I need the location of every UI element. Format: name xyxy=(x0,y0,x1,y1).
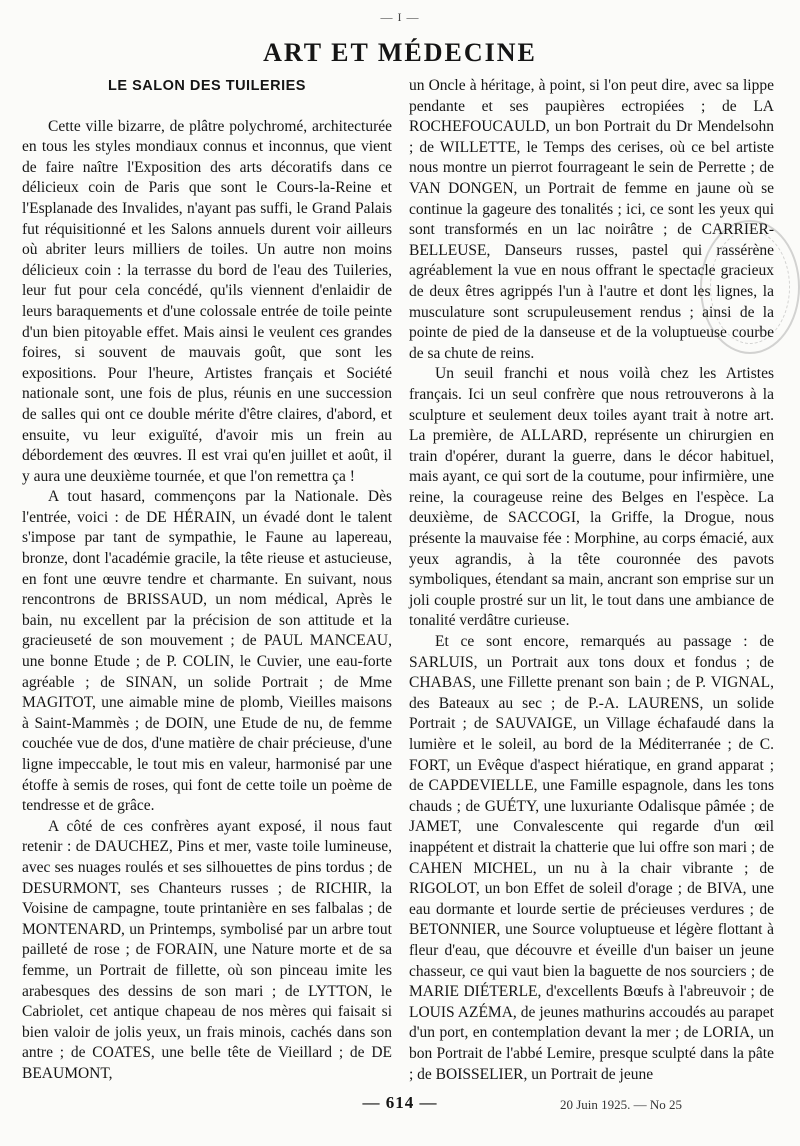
left-paragraph-2: A tout hasard, commençons par la Nationale. Dès l'entrée, voici : de DE HÉRAIN, un évadé dont le talent s'impose par tant de sympathie, le Faune au lapereau, bronze, dont l'académie gracile, la tête rieuse et astucieuse, en font une œuvre tendre et charmante. En suivant, nous rencontrons de BRISSAUD, un nom médical, Après le bain, nu excellent par la précision de son attitude et la gracieuseté de son mouvement ; de PAUL MANCEAU, une bonne Etude ; de P. COLIN, le Cuvier, une eau-forte agréable ; de SINAN, un solide Portrait ; de Mme MAGITOT, une aimable mine de plomb, Vieilles maisons à Saint-Mammès ; de DOIN, une Etude de nu, de femme couchée vue de dos, d'une matière de chair précieuse, d'une ligne impeccable, le tout mis en valeur, harmonisé par une étoffe à semis de roses, qui font de cette toile un poème de tendresse et de grâce. xyxy=(22,488,392,815)
section-title: LE SALON DES TUILERIES xyxy=(108,78,306,94)
page-number: — 614 — xyxy=(362,1093,438,1112)
right-paragraph-2: Un seuil franchi et nous voilà chez les Artistes français. Ici un seul confrère que nous retrouverons à la sculpture et seulement deux toiles ayant trait à notre art. La première, de ALLARD, représente un chirurgien en train d'opérer, durant la guerre, dans le décor habituel, mais ayant, ce qui sort de la coutume, pour infirmière, une reine, la courageuse reine des Belges en l'espèce. La deuxième, de SACCOGI, la Griffe, la Drogue, nous présente la mauvaise fée : Morphine, au corps émacié, aux yeux agrandis, à la tête couronnée des pavots symboliques, étendant sa main, ancrant son emprise sur un joli couple prostré sur un lit, le tout dans une ambiance de tonalité verdâtre curieuse. xyxy=(409,365,774,630)
right-paragraph-1: un Oncle à héritage, à point, si l'on peut dire, avec sa lippe pendante et ses paupières ectropiées ; de LA ROCHEFOUCAULD, un bon Portrait du Dr Mendelsohn ; de WILLETTE, le Temps des cerises, où ce bel artiste nous montre un pierrot fourrageant le sein de Perrette ; de VAN DONGEN, un Portrait de femme en jaune où se continue la gageure des tonalités ; ici, ce sont les yeux qui sont transformés en un lac noirâtre ; de CARRIER-BELLEUSE, Danseurs russes, pastel qui rassérène agréablement la vue en nous offrant le spectacle gracieux de deux êtres agrippés l'un à l'autre et dont les lignes, la musculature sont scrupuleusement rendus ; ainsi de la pointe de pied de la danseuse et de la voluptueuse courbe de sa chute de reins. xyxy=(409,77,774,362)
page-top-mark: — I — xyxy=(380,10,420,24)
right-column xyxy=(409,76,774,1085)
left-paragraph-3: A côté de ces confrères ayant exposé, il nous faut retenir : de DAUCHEZ, Pins et mer, vaste toile lumineuse, avec ses nuages roulés et ses silhouettes de pins tordus ; de DESURMONT, ses Chanteurs russes ; de RICHIR, la Voisine de campagne, toute printanière en ses falbalas ; de MONTENARD, un Printemps, symbolisé par un arbre tout pailleté de rose ; de FORAIN, une Nature morte et de sa femme, un Portrait de fillette, où son pinceau imite les arabesques des dessins de son mari ; de LYTTON, le Cabriolet, cet antique chapeau de nos mères qui faisait si bien valoir de jolis yeux, un frais minois, cachés dans son antre ; de COATES, une belle tête de Vieillard ; de DE BEAUMONT, xyxy=(22,817,392,1082)
left-paragraph-1: Cette ville bizarre, de plâtre polychromé, architecturée en tous les styles mondiaux connus et inconnus, que vient de faire naître l'Exposition des arts décoratifs dans ce délicieux coin de Paris que sont le Cours-la-Reine et l'Esplanade des Invalides, n'ayant pas suffi, le Grand Palais fut réquisitionné et les Salons annuels durent voir ailleurs où abriter leurs milliers de toiles. Un autre non moins délicieux coin : la terrasse du bord de l'eau des Tuileries, leur fut pour cela concédé, qu'ils viennent d'enlaidir de leurs baraquements et d'une colossale entrée de toile peinte d'un bien pitoyable effet. Mais ainsi le veulent ces grandes foires, si souvent de mauvais goût, que sont les expositions. Pour l'heure, Artistes français et Société nationale sont, une fois de plus, réunis en une succession de salles qui ont ce double mérite d'être claires, d'abord, et ensuite, vu leur exiguïté, d'avoir mis un frein au débordement des œuvres. Il est vrai qu'en juillet et août, il y aura une deuxième tournée, et que l'on remettra ça ! xyxy=(22,117,392,485)
right-paragraph-3: Et ce sont encore, remarqués au passage : de SARLUIS, un Portrait aux tons doux et fondus ; de CHABAS, une Fillette prenant son bain ; de P. VIGNAL, des Bateaux au sec ; de P.-A. LAURENS, un solide Portrait ; de SAUVAIGE, un Village échafaudé dans la lumière et le soleil, au bord de la Méditerranée ; de C. FORT, un Evêque d'aspect hiératique, en grand apparat ; de CAPDEVIELLE, une Famille espagnole, dans les tons chauds ; de GUÉTY, une luxuriante Odalisque pâmée ; de JAMET, une Convalescente qui regarde d'un œil inappétent et distrait la chatterie que lui offre son mari ; de CAHEN MICHEL, un nu à la chair vibrante ; de RIGOLOT, un bon Effet de soleil d'orage ; de BIVA, une eau dormante et lourde sertie de précieuses verdures ; de BETONNIER, une Source voluptueuse et légère flottant à fleur d'eau, que découvre et éveille d'un baiser un jeune chasseur, ce qui vaut bien la baguette de nos sourciers ; de MARIE DIÉTERLE, d'excellents Bœufs à l'abreuvoir ; de LOUIS AZÉMA, de jeunes mathurins accoudés au parapet d'un port, en contemplation devant la mer ; de LORIA, un bon Portrait de l'abbé Lemire, presque sculpté dans la pâte ; de BOISSELIER, un Portrait de jeune xyxy=(409,633,774,1083)
page-title: ART ET MÉDECINE xyxy=(263,38,537,67)
left-column xyxy=(22,76,392,1085)
issue-date: 20 Juin 1925. — No 25 xyxy=(560,1097,683,1112)
